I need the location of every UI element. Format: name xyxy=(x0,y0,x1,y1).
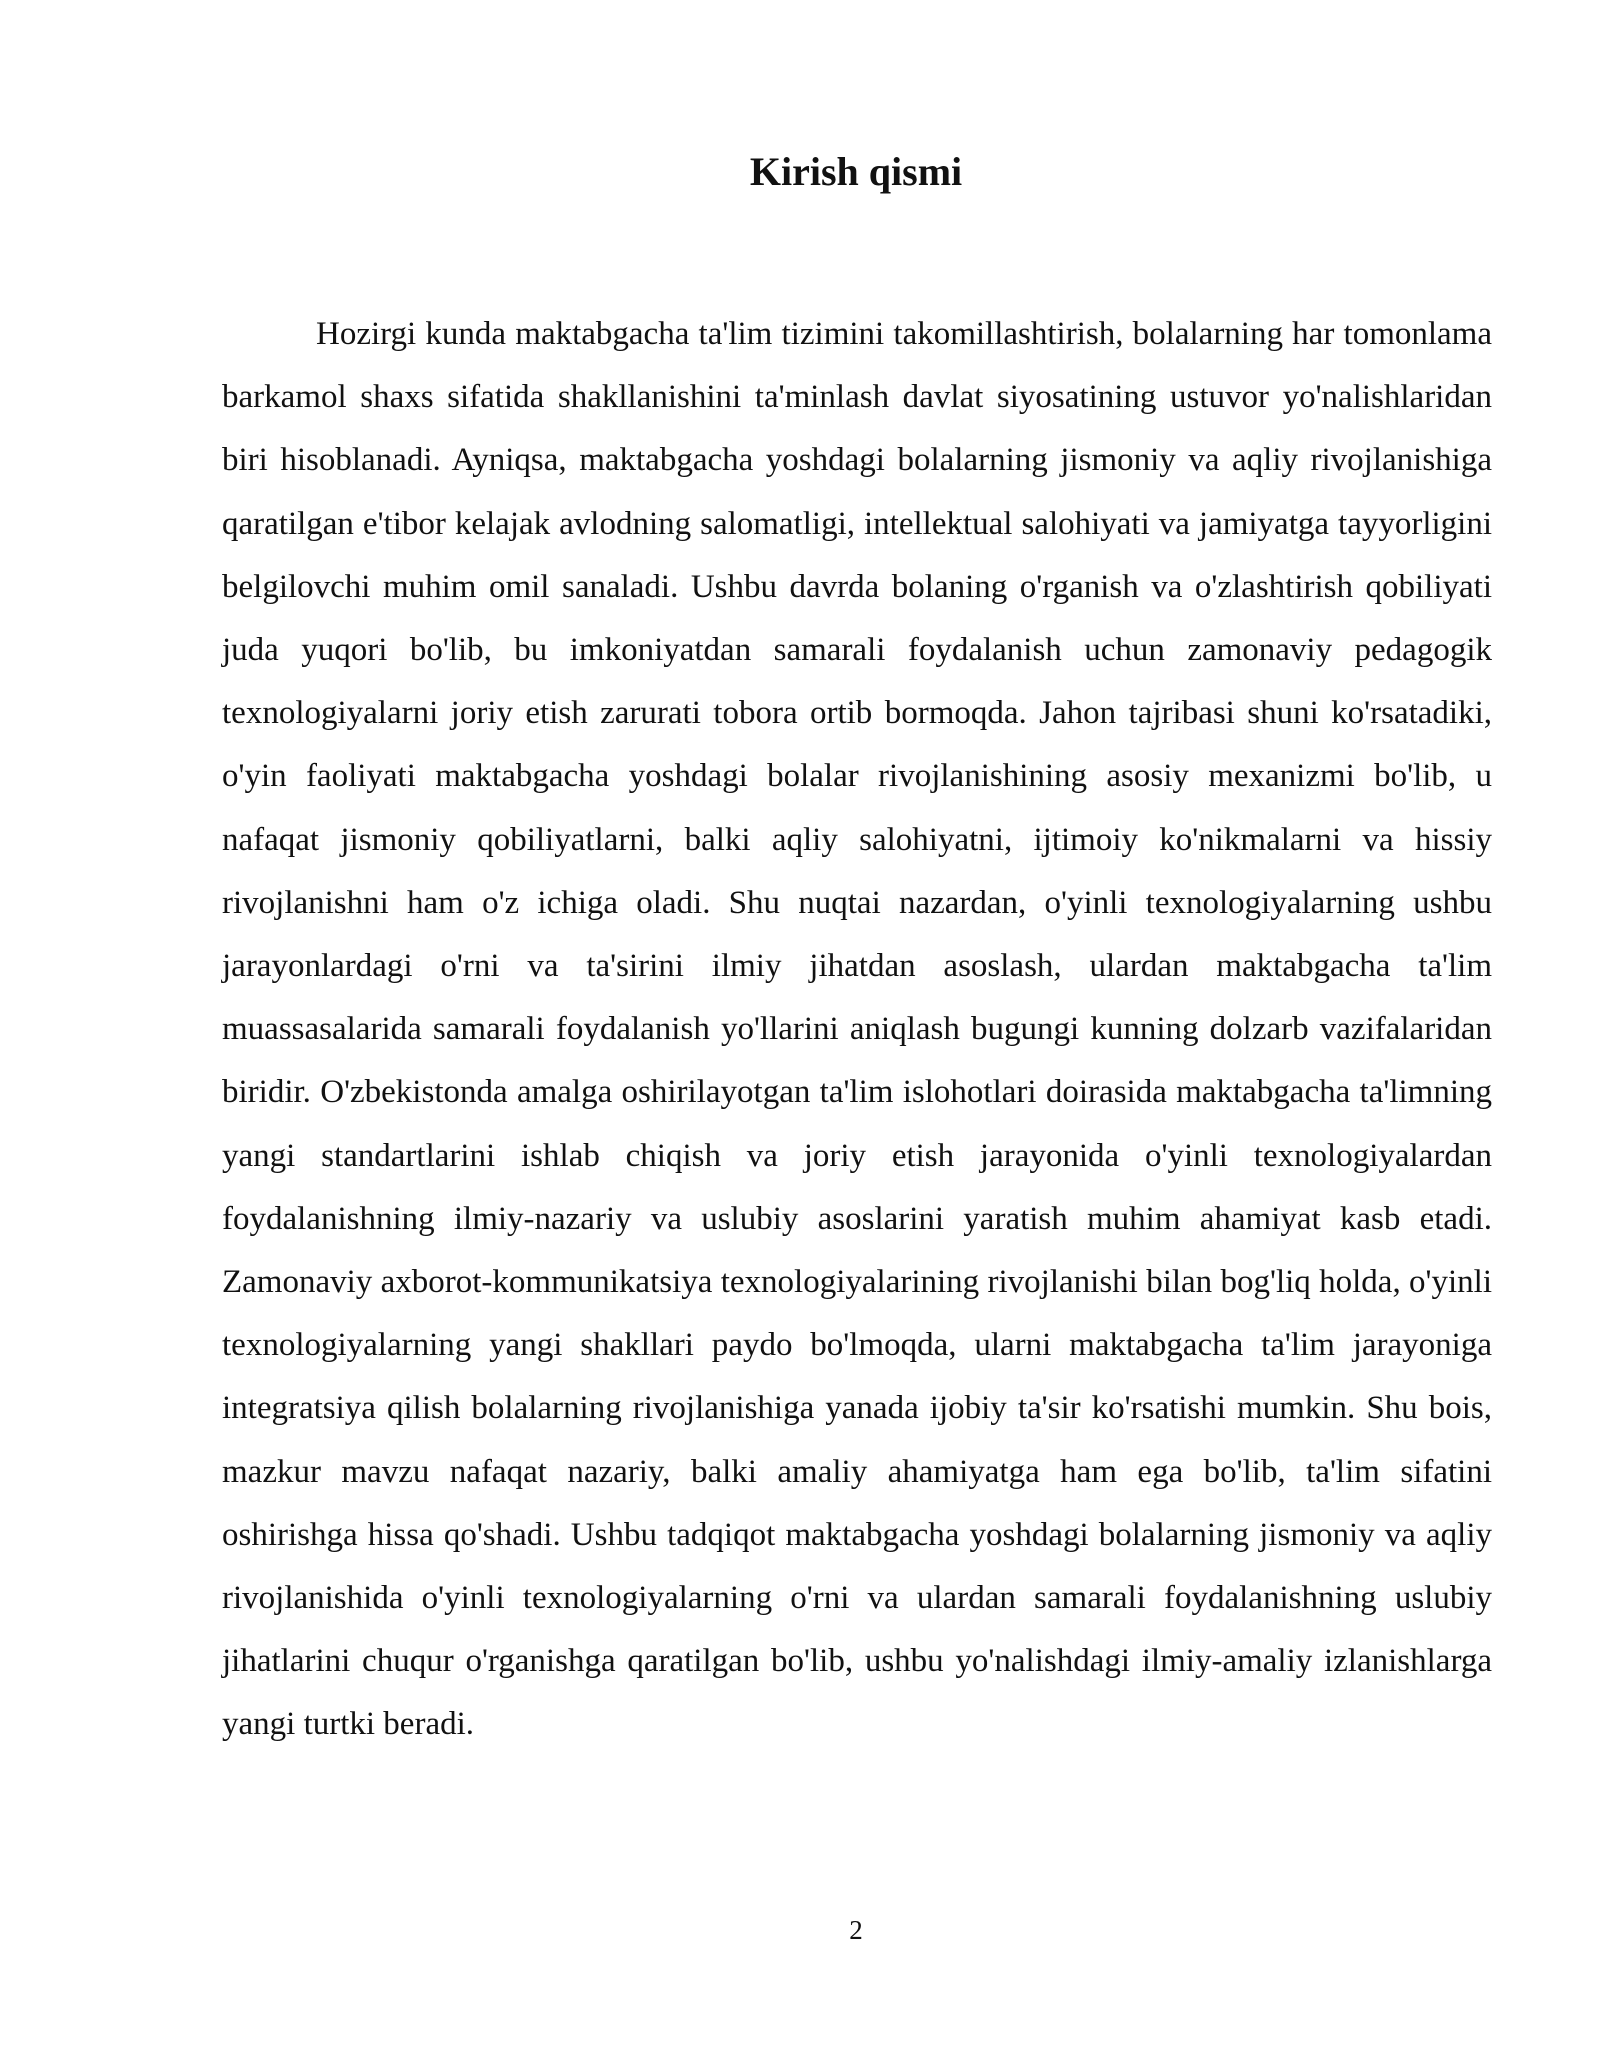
body-paragraph: Hozirgi kunda maktabgacha ta'lim tizimini takomillashtirish, bolalarning har tomonlama barkamol shaxs sifatida shakllanishini ta'minlash davlat siyosatining ustuvor yo'nalishlaridan biri hisoblanadi. Ayniqsa, maktabgacha yoshdagi bolalarning jismoniy va aqliy rivojlanishiga qaratilgan e'tibor kelajak avlodning salomatligi, intellektual salohiyati va jamiyatga tayyorligini belgilovchi muhim omil sanaladi. Ushbu davrda bolaning o'rganish va o'zlashtirish qobiliyati juda yuqori bo'lib, bu imkoniyatdan samarali foydalanish uchun zamonaviy pedagogik texnologiyalarni joriy etish zarurati tobora ortib bormoqda. Jahon tajribasi shuni ko'rsatadiki, o'yin faoliyati maktabgacha yoshdagi bolalar rivojlanishining asosiy mexanizmi bo'lib, u nafaqat jismoniy qobiliyatlarni, balki aqliy salohiyatni, ijtimoiy ko'nikmalarni va hissiy rivojlanishni ham o'z ichiga oladi. Shu nuqtai nazardan, o'yinli texnologiyalarning ushbu jarayonlardagi o'rni va ta'sirini ilmiy jihatdan asoslash, ulardan maktabgacha ta'lim muassasalarida samarali foydalanish yo'llarini aniqlash bugungi kunning dolzarb vazifalaridan biridir. O'zbekistonda amalga oshirilayotgan ta'lim islohotlari doirasida maktabgacha ta'limning yangi standartlarini ishlab chiqish va joriy etish jarayonida o'yinli texnologiyalardan foydalanishning ilmiy-nazariy va uslubiy asoslarini yaratish muhim ahamiyat kasb etadi. Zamonaviy axborot-kommunikatsiya texnologiyalarining rivojlanishi bilan bog'liq holda, o'yinli texnologiyalarning yangi shakllari paydo bo'lmoqda, ularni maktabgacha ta'lim jarayoniga integratsiya qilish bolalarning rivojlanishiga yanada ijobiy ta'sir ko'rsatishi mumkin. Shu bois, mazkur mavzu nafaqat nazariy, balki amaliy ahamiyatga ham ega bo'lib, ta'lim sifatini oshirishga hissa qo'shadi. Ushbu tadqiqot maktabgacha yoshdagi bolalarning jismoniy va aqliy rivojlanishida o'yinli texnologiyalarning o'rni va ulardan samarali foydalanishning uslubiy jihatlarini chuqur o'rganishga qaratilgan bo'lib, ushbu yo'nalishdagi ilmiy-amaliy izlanishlarga yangi turtki beradi. xyxy=(222,316,1492,1743)
page-number: 2 xyxy=(849,1915,863,1945)
page-title: Kirish qismi xyxy=(749,149,963,194)
